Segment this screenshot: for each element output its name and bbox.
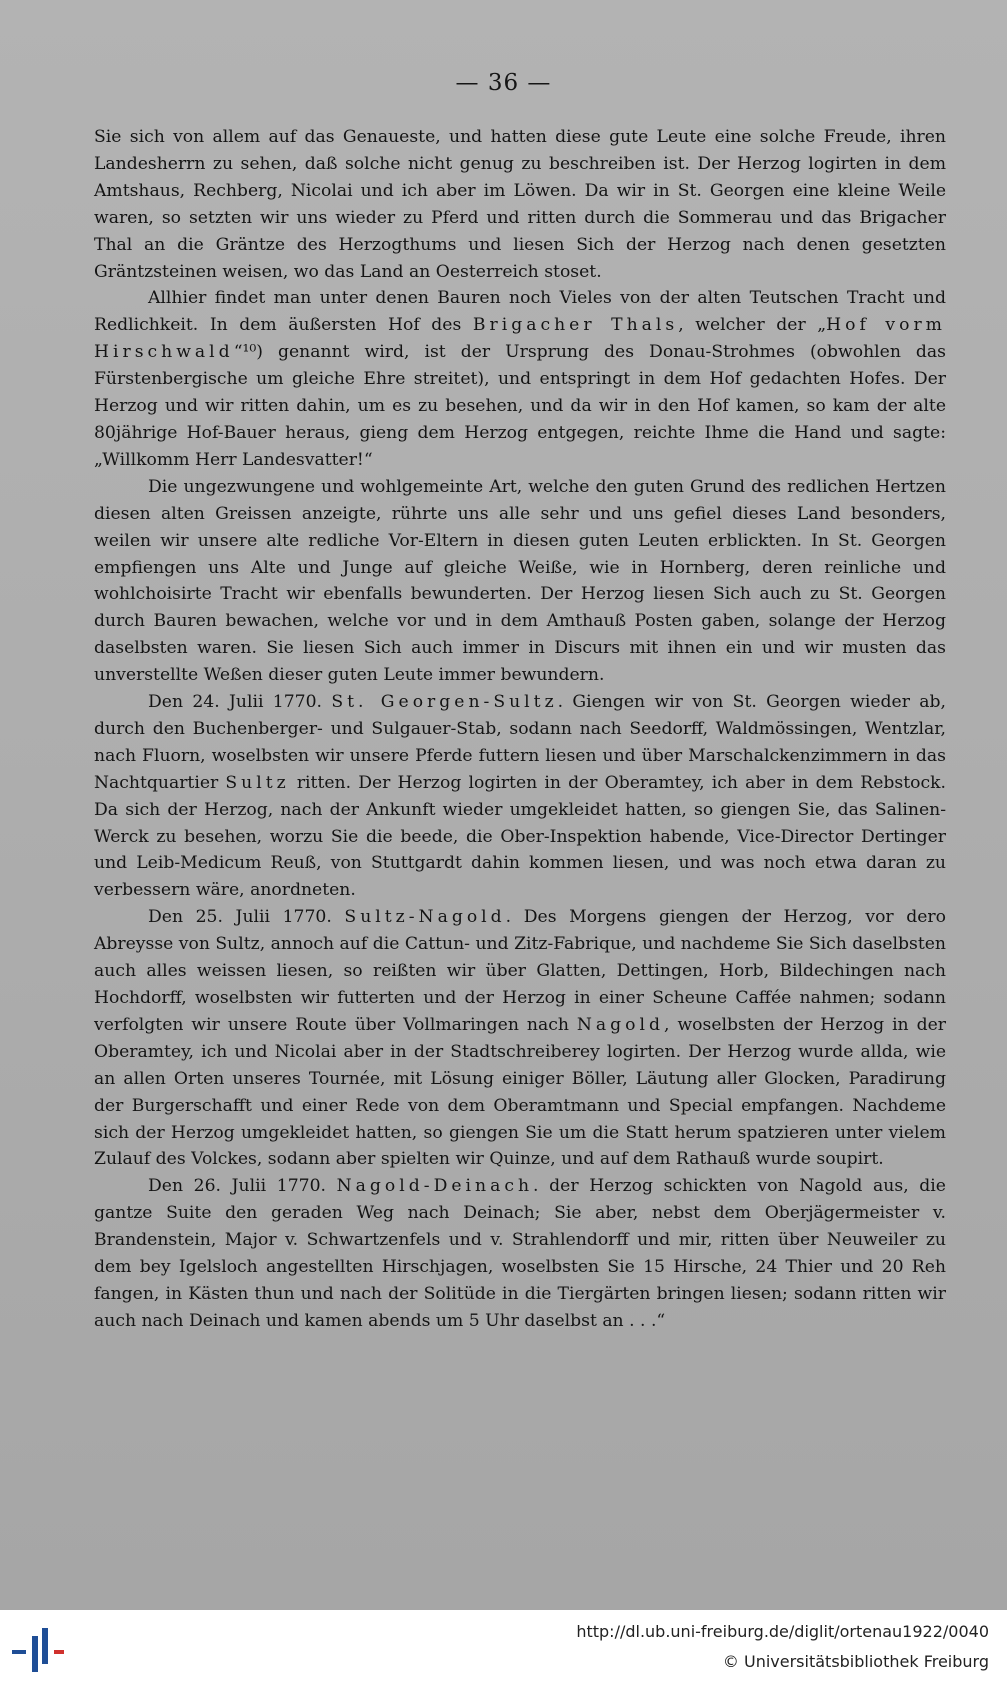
body-text [94,124,946,1335]
paragraph-text: “¹⁰) genannt wird, ist der Ursprung des Donau-Strohmes (obwohlen das Fürstenbergische um gleiche Ehre streitet), und entspringt in dem Hof gedachten Hofes. Der Herzog und wir ritten dahin, um es zu besehen, und da wir in den Hof kamen, so kam der alte 80jährige Hof-Bauer heraus, gieng dem Herzog entgegen, reichte Ihme die Hand und sagte: „Willkomm Herr Landesvatter!“ [94,342,946,470]
emphasized-place-name: Sultz-Nagold [344,907,506,928]
source-url-link[interactable]: http://dl.ub.uni-freiburg.de/diglit/ortenau1922/0040 [576,1622,989,1641]
paragraph-text: . Giengen wir von St. Georgen wieder ab, durch den Buchenberger- und Sulgauer-Stab, sodann nach Seedorff, Waldmössingen, Wentzlar, nach Fluorn, woselbsten wir unsere Pferde futtern liesen und über Marschalckenzimmern in das Nachtquartier [94,692,946,793]
copyright-notice: © Universitätsbibliothek Freiburg [722,1652,989,1671]
emphasized-place-name: Sultz [225,772,290,793]
viewer-footer [0,1610,1007,1681]
paragraph [94,124,946,285]
paragraph [94,285,946,473]
emphasized-place-name: St. Georgen-Sultz [331,692,558,713]
paragraph-text: . der Herzog schickten von Nagold aus, die gantze Suite den geraden Weg nach Deinach; Sie aber, nebst dem Oberjägermeister v. Brandenstein, Major v. Schwartzenfels und v. Strahlendorff und mir, ritten über Neuweiler zu dem bey Igelsloch angestellten Hirschjagen, woselbsten Sie 15 Hirsche, 24 Thier und 20 Reh fangen, in Kästen thun und nach der Solitüde in die Tiergärten bringen liesen; sodann ritten wir auch nach Deinach und kamen abends um 5 Uhr daselbst an . . .“ [94,1176,946,1331]
paragraph-text: Allhier findet man unter denen Bauren noch Vieles von der alten Teutschen Tracht und Redlichkeit. In dem äußersten Hof des [94,288,946,336]
emphasized-place-name: Brigacher Thals [472,315,679,336]
paragraph [94,474,946,689]
paragraph-text: , woselbsten der Herzog in der Oberamtey, ich und Nicolai aber in der Stadtschreiberey logirten. Der Herzog wurde allda, wie an allen Orten unseres Tournée, mit Lösung einiger Böller, Läutung aller Glocken, Paradirung der Burgerschafft und einer Rede von dem Oberamtmann und Special empfangen. Nachdeme sich der Herzog umgekleidet hatten, so giengen Sie um die Statt herum spatzieren unter vielem Zulauf des Volckes, sodann aber spielten wir Quinze, und auf dem Rathauß wurde soupirt. [94,1014,946,1170]
library-logo-icon [12,1628,64,1672]
paragraph-text: Den 26. Julii 1770. [148,1176,337,1197]
paragraph [94,689,946,904]
paragraph-text: . Des Morgens giengen der Herzog, vor dero Abreysse von Sultz, annoch auf die Cattun- und Zitz-Fabrique, und nachdeme Sie Sich daselbsten auch alles weissen liesen, so reißten wir über Glatten, Dettingen, Horb, Bildechingen nach Hochdorff, woselbsten wir futterten und der Herzog in einer Scheune Caffée nahmen; sodann verfolgten wir unsere Route über Vollmaringen nach [94,907,946,1035]
emphasized-place-name: Nagold [576,1014,665,1035]
paragraph [94,1173,946,1334]
paragraph-text: Den 25. Julii 1770. [148,907,345,928]
page-number: — 36 — [455,70,552,96]
paragraph-text: Den 24. Julii 1770. [148,692,332,713]
emphasized-place-name: Hof vorm Hirschwald [94,315,946,363]
paragraph-text: ritten. Der Herzog logirten in der Oberamtey, ich aber in dem Rebstock. Da sich der Herzog, nach der Ankunft wieder umgekleidet hatten, so giengen Sie, das Salinen-Werck zu besehen, worzu Sie die beede, die Ober-Inspektion habende, Vice-Director Dertinger und Leib-Medicum Reuß, von Stuttgardt dahin kommen liesen, und was noch etwa daran zu verbessern wäre, anordneten. [94,772,946,901]
paragraph-text: Sie sich von allem auf das Genaueste, und hatten diese gute Leute eine solche Freude, ihren Landesherrn zu sehen, daß solche nicht genug zu beschreiben ist. Der Herzog logirten in dem Amtshaus, Rechberg, Nicolai und ich aber im Löwen. Da wir in St. Georgen eine kleine Weile waren, so setzten wir uns wieder zu Pferd und ritten durch die Sommerau und das Brigacher Thal an die Gräntze des Herzogthums und liesen Sich der Herzog nach denen gesetzten Gräntzsteinen weisen, wo das Land an Oesterreich stoset. [94,127,946,282]
paragraph-text: Die ungezwungene und wohlgemeinte Art, welche den guten Grund des redlichen Hertzen diesen alten Greissen anzeigte, rührte uns alle sehr und uns gefiel dieses Land besonders, weilen wir unsere alte redliche Vor-Eltern in diesen guten Leuten erblickten. In St. Georgen empfiengen uns Alte und Junge auf gleiche Weiße, wie in Hornberg, deren reinliche und wohlchoisirte Tracht wir ebenfalls bewunderten. Der Herzog liesen Sich auch zu St. Georgen durch Bauren bewachen, welche vor und in dem Amthauß Posten gaben, solange der Herzog daselbsten waren. Sie liesen Sich auch immer in Discurs mit ihnen ein und wir musten das unverstellte Weßen dieser guten Leute immer bewundern. [94,476,946,686]
paragraph [94,904,946,1173]
paragraph-text: , welcher der „ [678,315,827,336]
emphasized-place-name: Nagold-Deinach [336,1176,534,1197]
